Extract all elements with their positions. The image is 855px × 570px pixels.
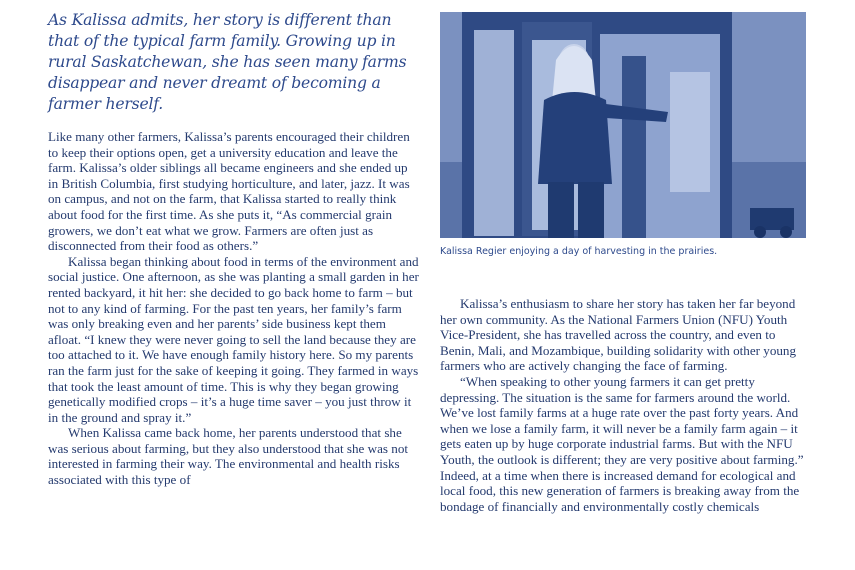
body-paragraph: Like many other farmers, Kalissa’s parents encouraged their children to keep their options open, get a university education and leave the farm. Kalissa’s older siblings all became engineers and she ended up in British Columbia, first studying horticulture, and later, jazz. It was on campus, and not on the farm, that Kalissa started to really think about food for the first time. As she puts it, “As commercial grain growers, we don’t eat what we grow. Farmers are often just as disconnected from their food as others.” [48, 129, 410, 254]
right-column [440, 12, 806, 514]
pull-quote: As Kalissa admits, her story is different than that of the typical farm family. Growing up in rural Saskatchewan, she has seen many farms disappear and never dreamt of becoming a farmer herself. [48, 11, 407, 113]
right-body-text [440, 296, 806, 514]
photo-caption: Kalissa Regier enjoying a day of harvesting in the prairies. [440, 246, 718, 257]
body-paragraph: “When speaking to other young farmers it can get pretty depressing. The situation is the same for farmers around the world. We’ve lost family farms at a huge rate over the past forty years. And when we lose a family farm, it will never be a family farm again – it gets eaten up by huge corporate industrial farms. But with the NFU Youth, the outlook is different; they are very positive about farming.” Indeed, at a time when there is increased demand for ecological and local food, this new generation of farmers is breaking away from the bondage of financially and environmentally costly chemicals [440, 373, 804, 514]
left-column [48, 10, 420, 488]
photo-illustration [440, 12, 806, 238]
left-body-text [48, 129, 420, 488]
body-paragraph: When Kalissa came back home, her parents understood that she was serious about farming, but they also understood that she was not interested in farming their way. The environmental and health risks associated with this type of [48, 425, 409, 488]
harvest-photo [440, 12, 806, 238]
body-paragraph: Kalissa began thinking about food in terms of the environment and social justice. One afternoon, as she was planting a small garden in her rented backyard, it hit her: she decided to go back home to farm – but not to any kind of farming. For the past ten years, her family’s farm was only breaking even and her parents’ side business kept them afloat. “I knew they were never going to sell the land because they are too attached to it. We have enough family history here. So my parents ran the farm just for the sake of keeping it going. They farmed in ways that took the least amount of time. This is why they began growing genetically modified crops – it’s a huge time saver – you just throw it in the ground and spray it.” [48, 253, 419, 425]
body-paragraph: Kalissa’s enthusiasm to share her story has taken her far beyond her own community. As the National Farmers Union (NFU) Youth Vice-President, she has travelled across the country, and even to Benin, Mali, and Mozambique, building solidarity with other young farmers who are actively changing the face of farming. [440, 296, 797, 374]
